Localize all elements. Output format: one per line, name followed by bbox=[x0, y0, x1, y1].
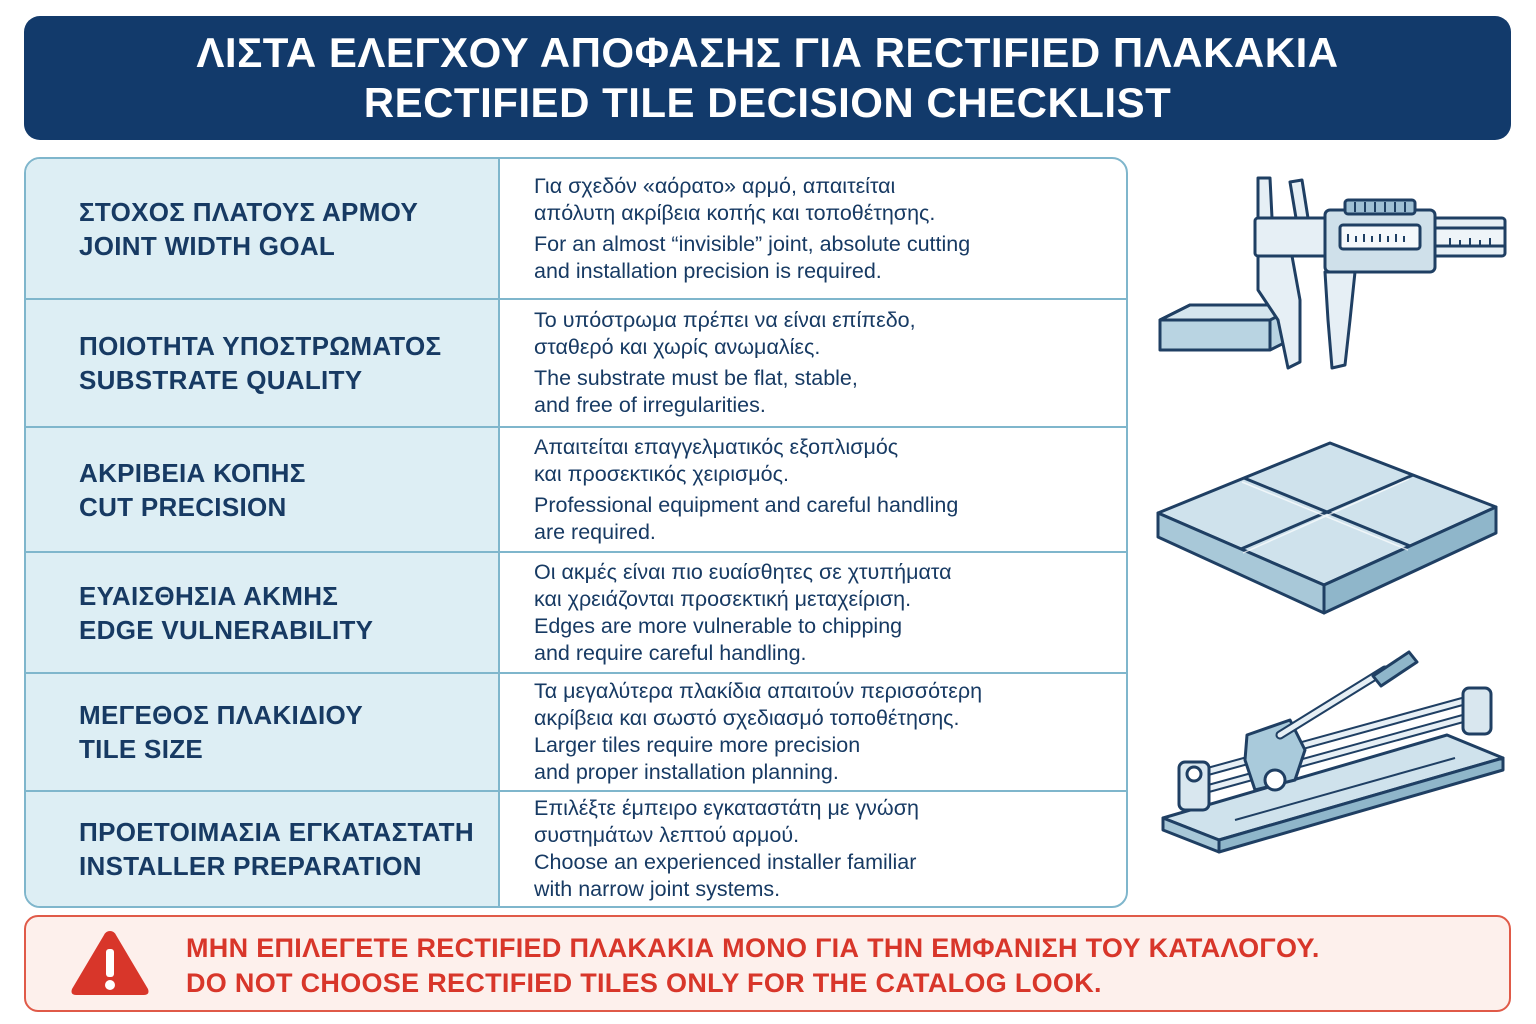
warning-text-greek: ΜΗΝ ΕΠΙΛΕΓΕΤΕ RECTIFIED ΠΛΑΚΑΚΙΑ ΜΟΝΟ ΓΙΑ ΤΗΝ ΕΜΦΑΝΙΣΗ ΤΟΥ ΚΑΤΑΛΟΓΟΥ. bbox=[186, 933, 1320, 963]
checklist-row-substrate bbox=[26, 300, 1126, 428]
desc-greek-line: Απαιτείται επαγγελματικός εξοπλισμός bbox=[534, 434, 899, 459]
warning-text-english: DO NOT CHOOSE RECTIFIED TILES ONLY FOR THE CATALOG LOOK. bbox=[186, 968, 1102, 998]
desc-english-line: and proper installation planning. bbox=[534, 760, 839, 784]
desc-english-line: Edges are more vulnerable to chipping bbox=[534, 613, 903, 638]
label-english: SUBSTRATE QUALITY bbox=[79, 365, 363, 395]
desc-english-line: and free of irregularities. bbox=[534, 393, 766, 417]
row-label bbox=[26, 428, 500, 551]
warning-text bbox=[186, 931, 1320, 1001]
row-description bbox=[500, 428, 1126, 551]
desc-english-line: and installation precision is required. bbox=[534, 258, 882, 283]
desc-greek-line: Οι ακμές είναι πιο ευαίσθητες σε χτυπήματα bbox=[534, 559, 952, 584]
desc-greek-line: Το υπόστρωμα πρέπει να είναι επίπεδο, bbox=[534, 308, 916, 332]
desc-greek-line: και προσεκτικός χειρισμός. bbox=[534, 461, 789, 486]
row-description bbox=[500, 792, 1126, 906]
warning-banner bbox=[24, 915, 1511, 1012]
desc-greek-line: σταθερό και χωρίς ανωμαλίες. bbox=[534, 335, 821, 359]
title-greek: ΛΙΣΤΑ ΕΛΕΓΧΟΥ ΑΠΟΦΑΣΗΣ ΓΙΑ RECTIFIED ΠΛΑΚΑΚΙΑ bbox=[196, 29, 1339, 76]
title-english: RECTIFIED TILE DECISION CHECKLIST bbox=[363, 79, 1172, 126]
row-description bbox=[500, 674, 1126, 790]
row-description bbox=[500, 553, 1126, 672]
desc-english-line: Larger tiles require more precision bbox=[534, 733, 861, 757]
row-label bbox=[26, 300, 500, 426]
desc-english-line: are required. bbox=[534, 519, 656, 544]
label-greek: ΑΚΡΙΒΕΙΑ ΚΟΠΗΣ bbox=[79, 457, 306, 488]
label-english: INSTALLER PREPARATION bbox=[79, 851, 422, 881]
label-english: TILE SIZE bbox=[79, 734, 204, 764]
desc-greek-line: συστημάτων λεπτού αρμού. bbox=[534, 823, 800, 847]
header-banner bbox=[24, 16, 1511, 140]
desc-greek-line: ακρίβεια και σωστό σχεδιασμό τοποθέτησης. bbox=[534, 706, 960, 730]
label-greek: ΠΟΙΟΤΗΤΑ ΥΠΟΣΤΡΩΜΑΤΟΣ bbox=[79, 331, 442, 361]
row-label bbox=[26, 792, 500, 906]
checklist-row-installer bbox=[26, 792, 1126, 906]
label-english: JOINT WIDTH GOAL bbox=[79, 230, 336, 261]
desc-english-line: and require careful handling. bbox=[534, 640, 807, 665]
checklist-row-tile-size bbox=[26, 674, 1126, 792]
desc-english-line: Choose an experienced installer familiar bbox=[534, 850, 917, 874]
row-label bbox=[26, 674, 500, 790]
desc-english-line: For an almost “invisible” joint, absolute cutting bbox=[534, 231, 971, 256]
checklist-row-joint-width bbox=[26, 159, 1126, 300]
label-greek: ΜΕΓΕΘΟΣ ΠΛΑΚΙΔΙΟΥ bbox=[79, 700, 363, 730]
tile-grid-icon bbox=[1150, 435, 1505, 620]
checklist-table bbox=[24, 157, 1128, 908]
desc-greek-line: Επιλέξτε έμπειρο εγκαταστάτη με γνώση bbox=[534, 796, 919, 820]
row-description bbox=[500, 159, 1126, 298]
row-label bbox=[26, 159, 500, 298]
desc-greek-line: Τα μεγαλύτερα πλακίδια απαιτούν περισσότερη bbox=[534, 679, 983, 703]
tile-cutter-icon bbox=[1155, 640, 1515, 855]
desc-greek-line: απόλυτη ακρίβεια κοπής και τοποθέτησης. bbox=[534, 200, 936, 225]
label-english: CUT PRECISION bbox=[79, 491, 287, 522]
checklist-row-edge-vulnerability bbox=[26, 553, 1126, 674]
checklist-row-cut-precision bbox=[26, 428, 1126, 553]
warning-triangle-icon bbox=[68, 927, 152, 999]
desc-greek-line: και χρειάζονται προσεκτική μεταχείριση. bbox=[534, 586, 912, 611]
desc-greek-line: Για σχεδόν «αόρατο» αρμό, απαιτείται bbox=[534, 173, 896, 198]
desc-english-line: Professional equipment and careful handling bbox=[534, 492, 959, 517]
label-greek: ΕΥΑΙΣΘΗΣΙΑ ΑΚΜΗΣ bbox=[79, 580, 339, 611]
label-greek: ΠΡΟΕΤΟΙΜΑΣΙΑ ΕΓΚΑΤΑΣΤΑΤΗ bbox=[79, 817, 474, 847]
row-label bbox=[26, 553, 500, 672]
desc-english-line: with narrow joint systems. bbox=[534, 877, 781, 901]
row-description bbox=[500, 300, 1126, 426]
desc-english-line: The substrate must be flat, stable, bbox=[534, 366, 858, 390]
label-greek: ΣΤΟΧΟΣ ΠΛΑΤΟΥΣ ΑΡΜΟΥ bbox=[79, 196, 419, 227]
label-english: EDGE VULNERABILITY bbox=[79, 614, 374, 645]
caliper-icon bbox=[1150, 170, 1510, 375]
